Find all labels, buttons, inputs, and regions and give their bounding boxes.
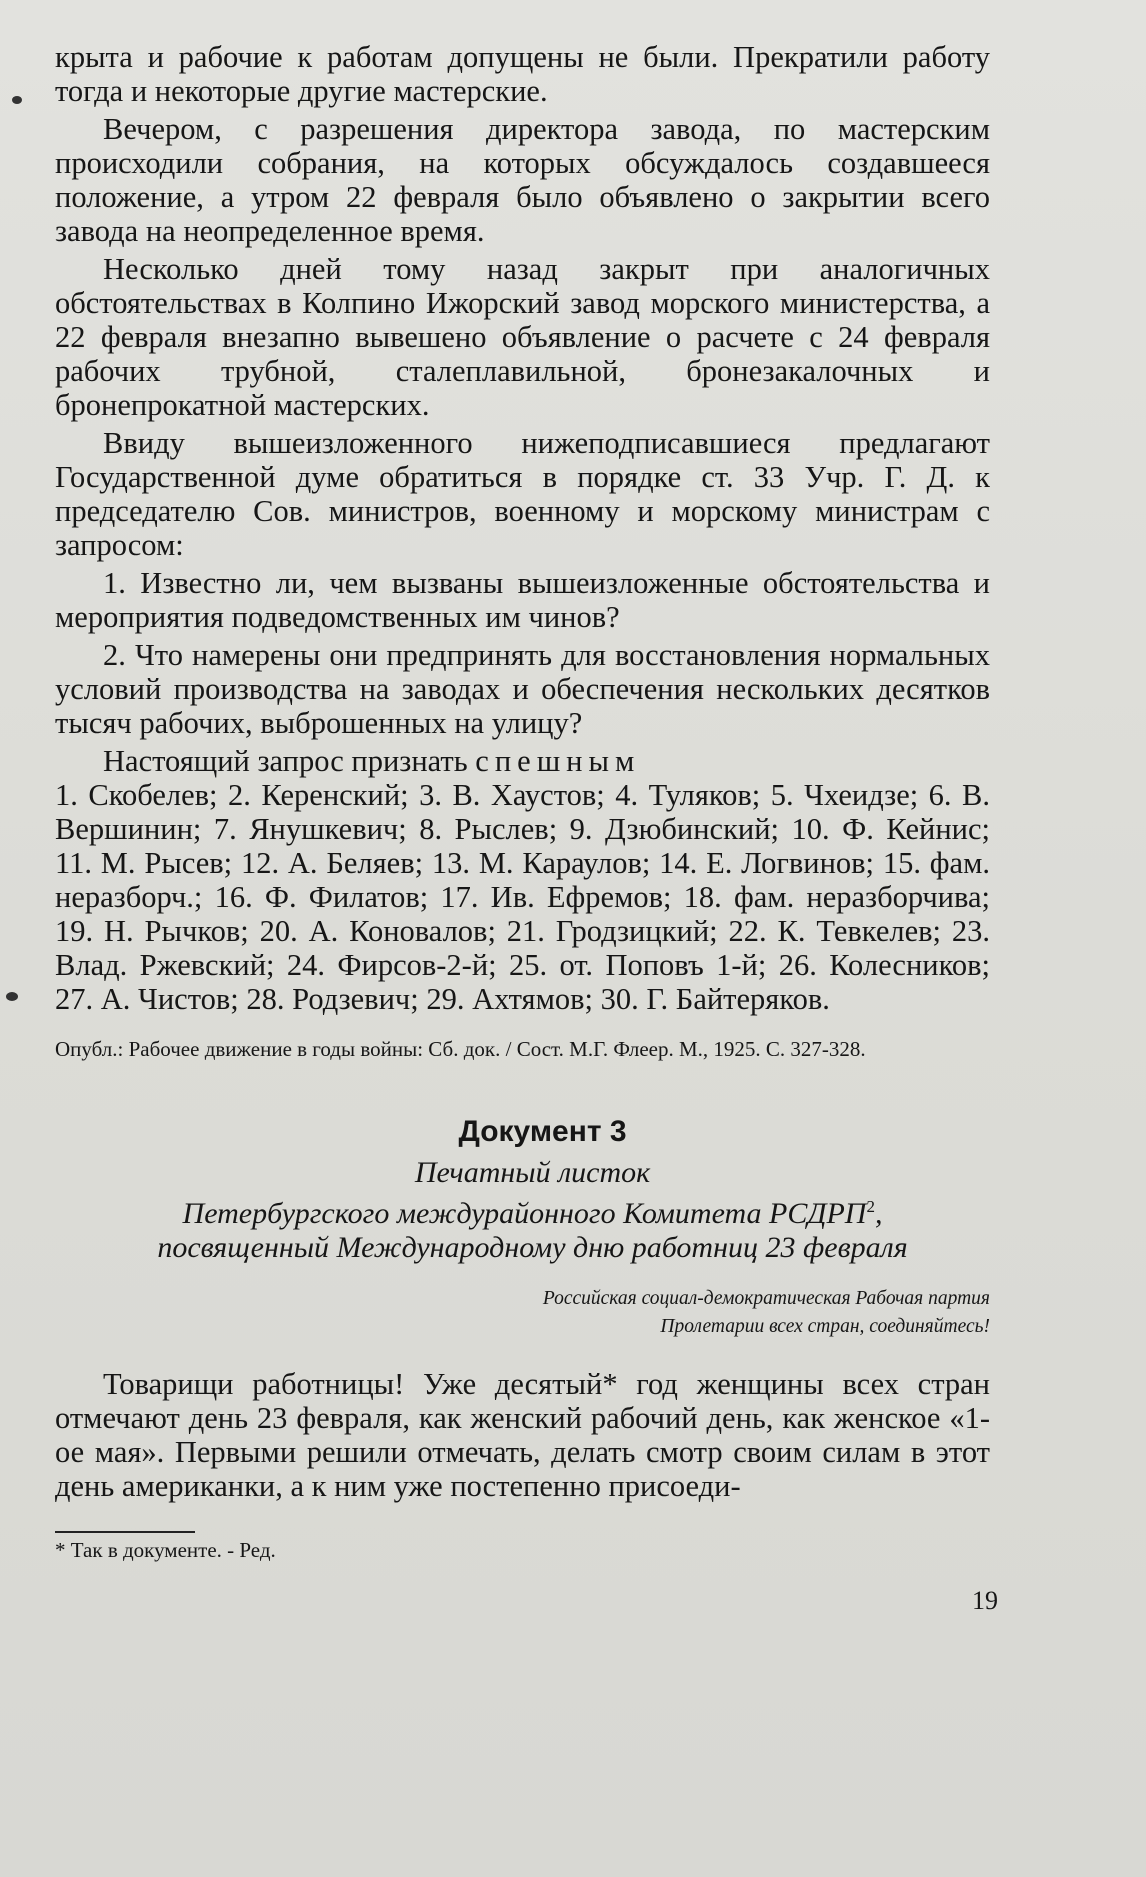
- document-heading: Документ 3: [458, 1115, 627, 1148]
- paragraph: 2. Что намерены они предпринять для восстановления нормальных условий производства на заводах и обеспечения нескольких десятков тысяч рабочих, выброшенных на улицу?: [55, 638, 990, 740]
- paragraph: 1. Известно ли, чем вызваны вышеизложенные обстоятельства и мероприятия подведомственных им чинов?: [55, 566, 990, 634]
- paragraph: Ввиду вышеизложенного нижеподписавшиеся предлагают Государственной думе обратиться в порядке ст. 33 Учр. Г. Д. к председателю Сов. министров, военному и морскому министрам с запросом:: [55, 426, 990, 562]
- paragraph: крыта и рабочие к работам допущены не были. Прекратили работу тогда и некоторые другие мастерские.: [55, 40, 990, 108]
- title-line: [75, 1190, 990, 1231]
- text-column: [55, 40, 990, 1563]
- source-note: Опубл.: Рабочее движение в годы войны: Сб. док. / Сост. М.Г. Флеер. М., 1925. С. 327-328.: [55, 1037, 866, 1061]
- title-footnote-ref: 2: [866, 1197, 875, 1216]
- document-body: Товарищи работницы! Уже десятый* год женщины всех стран отмечают день 23 февраля, как женский рабочий день, как женское «1-ое мая». Первыми решили отмечать, делать смотр своим силам в этот день американки, а к ним уже постепенно присоеди-: [55, 1367, 990, 1503]
- footnote-rule: [55, 1531, 195, 1533]
- footnote: * Так в документе. - Ред.: [55, 1538, 276, 1562]
- title-line: посвященный Международному дню работниц 23 февраля: [157, 1231, 908, 1264]
- urgent-word: спешным: [475, 744, 641, 778]
- paragraph: Вечером, с разрешения директора завода, по мастерским происходили собрания, на которых обсуждалось создавшееся положение, а утром 22 февраля было объявлено о закрытии всего завода на неопределенное время.: [55, 112, 990, 248]
- title-text: Петербургского междурайонного Комитета РСДРП: [182, 1197, 867, 1230]
- urgent-request-line: [55, 744, 990, 778]
- epigraph-line: Пролетарии всех стран, соединяйтесь!: [660, 1316, 990, 1337]
- scan-speck: [6, 992, 18, 1001]
- title-line: Печатный листок: [414, 1156, 651, 1189]
- epigraph-line: Российская социал-демократическая Рабочая партия: [542, 1288, 990, 1309]
- document-title: [55, 1156, 990, 1265]
- page-number: 19: [972, 1586, 998, 1615]
- epigraph: [55, 1285, 990, 1341]
- scan-speck: [12, 96, 22, 104]
- paragraph: Несколько дней тому назад закрыт при аналогичных обстоятельствах в Колпино Ижорский завод морского министерства, а 22 февраля внезапно вывешено объявление о расчете с 24 февраля рабочих трубной, сталеплавильной, бронезакалочных и бронепрокатной мастерских.: [55, 252, 990, 422]
- signatories-list: 1. Скобелев; 2. Керенский; 3. В. Хаустов; 4. Туляков; 5. Чхеидзе; 6. В. Вершинин; 7. Янушкевич; 8. Рыслев; 9. Дзюбинский; 10. Ф. Кейнис; 11. М. Рысев; 12. А. Беляев; 13. М. Караулов; 14. Е. Логвинов; 15. фам. неразборч.; 16. Ф. Филатов; 17. Ив. Ефремов; 18. фам. неразборчива; 19. Н. Рычков; 20. А. Коновалов; 21. Гродзицкий; 22. К. Тевкелев; 23. Влад. Ржевский; 24. Фирсов-2-й; 25. от. Поповъ 1-й; 26. Колесников; 27. А. Чистов; 28. Родзевич; 29. Ахтямов; 30. Г. Байтеряков.: [55, 778, 990, 1016]
- title-comma: ,: [874, 1197, 883, 1230]
- urgent-prefix: Настоящий запрос признать: [103, 744, 468, 778]
